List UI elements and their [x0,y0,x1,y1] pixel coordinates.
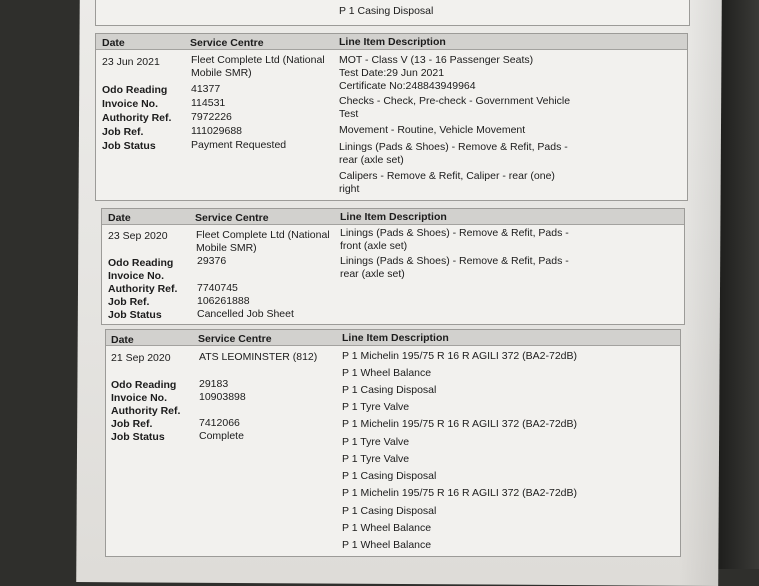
record-date: 23 Jun 2021 [102,56,160,68]
line-item: Certificate No:248843949964 [339,80,476,92]
job-ref-label: Job Ref. [108,296,150,308]
line-item: Linings (Pads & Shoes) - Remove & Refit, Pads - front (axle set) [340,227,569,252]
service-centre-header: Service Centre [198,333,272,345]
line-item: P 1 Tyre Valve [342,401,410,413]
service-record-card [105,329,681,557]
service-centre: Fleet Complete Ltd (National Mobile SMR) [196,229,330,254]
line-item: P 1 Tyre Valve [342,453,410,465]
job-ref-value: 111029688 [191,125,242,137]
job-status-value: Payment Requested [191,139,287,151]
service-centre-header: Service Centre [190,37,264,49]
line-item: Test Date:29 Jun 2021 [339,67,445,79]
previous-record-fragment [95,0,690,26]
job-ref-value: 106261888 [197,295,250,307]
line-item: Calipers - Remove & Refit, Caliper - rear (one) right [339,170,555,195]
service-centre: Fleet Complete Ltd (National Mobile SMR) [191,54,325,79]
authority-ref-value: 7740745 [197,282,238,294]
invoice-no-label: Invoice No. [111,392,168,404]
odo-reading-value: 41377 [191,83,221,95]
line-item: MOT - Class V (13 - 16 Passenger Seats) [339,54,534,66]
service-centre-header: Service Centre [195,212,269,224]
job-status-value: Cancelled Job Sheet [197,308,294,320]
line-item: P 1 Michelin 195/75 R 16 R AGILI 372 (BA2-72dB) [342,418,578,430]
odo-reading-value: 29376 [197,255,227,267]
job-status-value: Complete [199,430,244,442]
line-item: P 1 Michelin 195/75 R 16 R AGILI 372 (BA2-72dB) [342,350,578,362]
line-item: P 1 Michelin 195/75 R 16 R AGILI 372 (BA2-72dB) [342,487,578,499]
line-item: P 1 Wheel Balance [342,539,432,551]
line-item: Linings (Pads & Shoes) - Remove & Refit, Pads - rear (axle set) [339,141,568,166]
background-edge [718,0,759,569]
job-status-label: Job Status [102,140,156,152]
job-status-label: Job Status [111,431,165,443]
odo-reading-label: Odo Reading [108,257,174,269]
line-item-description-header: Line Item Description [340,211,447,223]
line-item: P 1 Casing Disposal [342,470,437,482]
line-item: P 1 Casing Disposal [342,384,437,396]
invoice-no-label: Invoice No. [102,98,159,110]
date-header: Date [111,334,134,346]
line-item: P 1 Casing Disposal [342,505,437,517]
authority-ref-label: Authority Ref. [108,283,178,295]
odo-reading-value: 29183 [199,378,229,390]
service-record-card [95,33,688,201]
date-header: Date [108,212,131,224]
line-item: Movement - Routine, Vehicle Movement [339,124,526,136]
odo-reading-label: Odo Reading [102,84,168,96]
line-item: P 1 Wheel Balance [342,367,432,379]
job-ref-label: Job Ref. [111,418,153,430]
invoice-no-value: 114531 [191,97,226,109]
line-item: Linings (Pads & Shoes) - Remove & Refit, Pads - rear (axle set) [340,255,569,280]
job-status-label: Job Status [108,309,162,321]
authority-ref-label: Authority Ref. [111,405,181,417]
odo-reading-label: Odo Reading [111,379,177,391]
authority-ref-label: Authority Ref. [102,112,172,124]
line-item: P 1 Wheel Balance [342,522,432,534]
line-item: P 1 Casing Disposal [339,5,434,17]
line-item-description-header: Line Item Description [339,36,446,48]
invoice-no-label: Invoice No. [108,270,165,282]
authority-ref-value: 7972226 [191,111,232,123]
line-item: Checks - Check, Pre-check - Government Vehicle Test [339,95,571,120]
record-date: 23 Sep 2020 [108,230,168,242]
service-record-card [101,208,685,325]
record-date: 21 Sep 2020 [111,352,171,364]
line-item: P 1 Tyre Valve [342,436,410,448]
line-item-description-header: Line Item Description [342,332,449,344]
service-centre: ATS LEOMINSTER (812) [199,351,318,363]
invoice-no-value: 10903898 [199,391,246,403]
date-header: Date [102,37,125,49]
job-ref-label: Job Ref. [102,126,144,138]
job-ref-value: 7412066 [199,417,240,429]
